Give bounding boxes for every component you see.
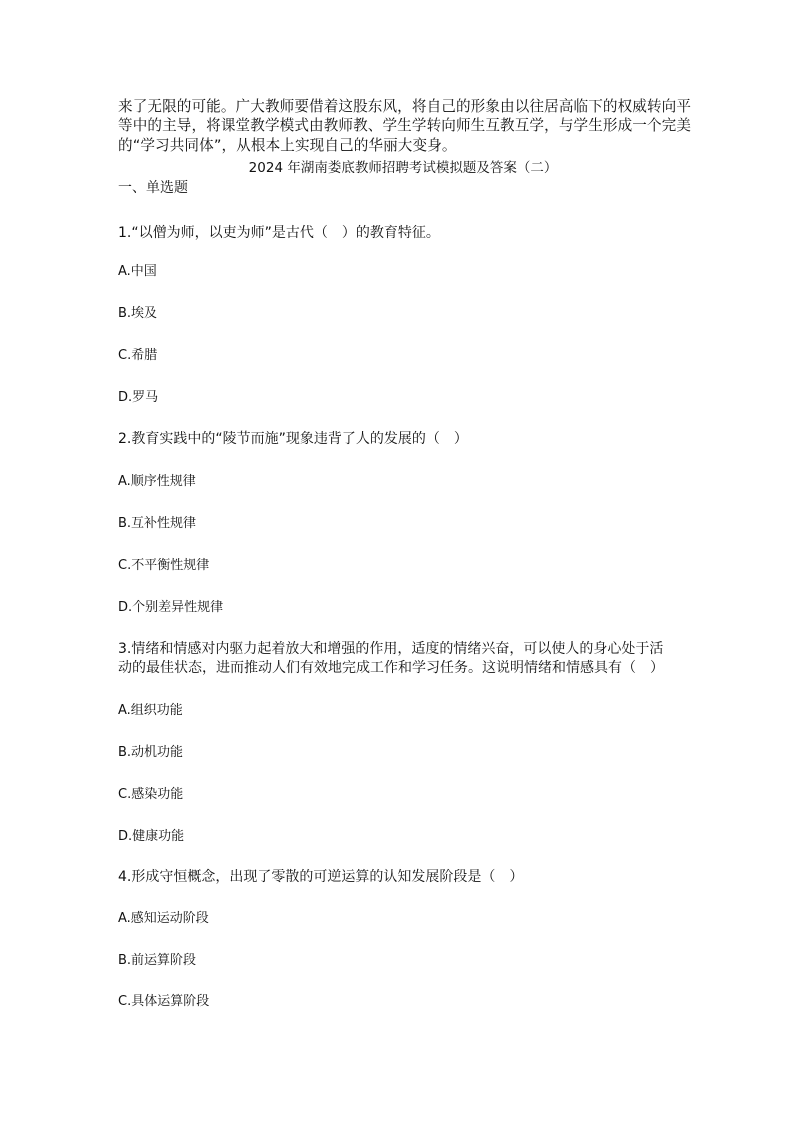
question-option: A.顺序性规律 [118,474,196,489]
question-option: D.个别差异性规律 [118,600,224,615]
question-option: A.组织功能 [118,703,183,718]
question-option: D.罗马 [118,390,159,405]
question-option: C.希腊 [118,348,158,363]
question-stem: 4.形成守恒概念，出现了零散的可逆运算的认知发展阶段是（ ） [118,869,524,885]
intro-line: 来了无限的可能。广大教师要借着这股东风，将自己的形象由以往居高临下的权威转向平 [118,98,692,115]
question-stem: 2.教育实践中的“陵节而施”现象违背了人的发展的（ ） [118,431,468,447]
intro-line: 的“学习共同体”，从根本上实现自己的华丽大变身。 [118,137,457,154]
question-option: D.健康功能 [118,829,185,844]
question-option: A.感知运动阶段 [118,911,209,926]
question-option: B.动机功能 [118,745,184,760]
question-option: A.中国 [118,264,157,279]
document-title: 2024 年湖南娄底教师招聘考试模拟题及答案（二） [248,160,558,176]
intro-line: 等中的主导，将课堂教学模式由教师教、学生学转向师生互教互学，与学生形成一个完美 [118,117,692,134]
question-option: C.不平衡性规律 [118,558,210,573]
question-stem: 3.情绪和情感对内驱力起着放大和增强的作用，适度的情绪兴奋，可以使人的身心处于活 [118,641,664,657]
question-option: B.互补性规律 [118,516,197,531]
question-option: C.感染功能 [118,787,184,802]
question-option: B.埃及 [118,306,158,321]
question-option: C.具体运算阶段 [118,994,210,1009]
question-stem: 1.“以僧为师，以吏为师”是古代（ ）的教育特征。 [118,225,440,241]
section-heading: 一、单选题 [118,180,188,196]
question-option: B.前运算阶段 [118,953,197,968]
question-stem: 动的最佳状态，进而推动人们有效地完成工作和学习任务。这说明情绪和情感具有（ ） [118,660,664,676]
